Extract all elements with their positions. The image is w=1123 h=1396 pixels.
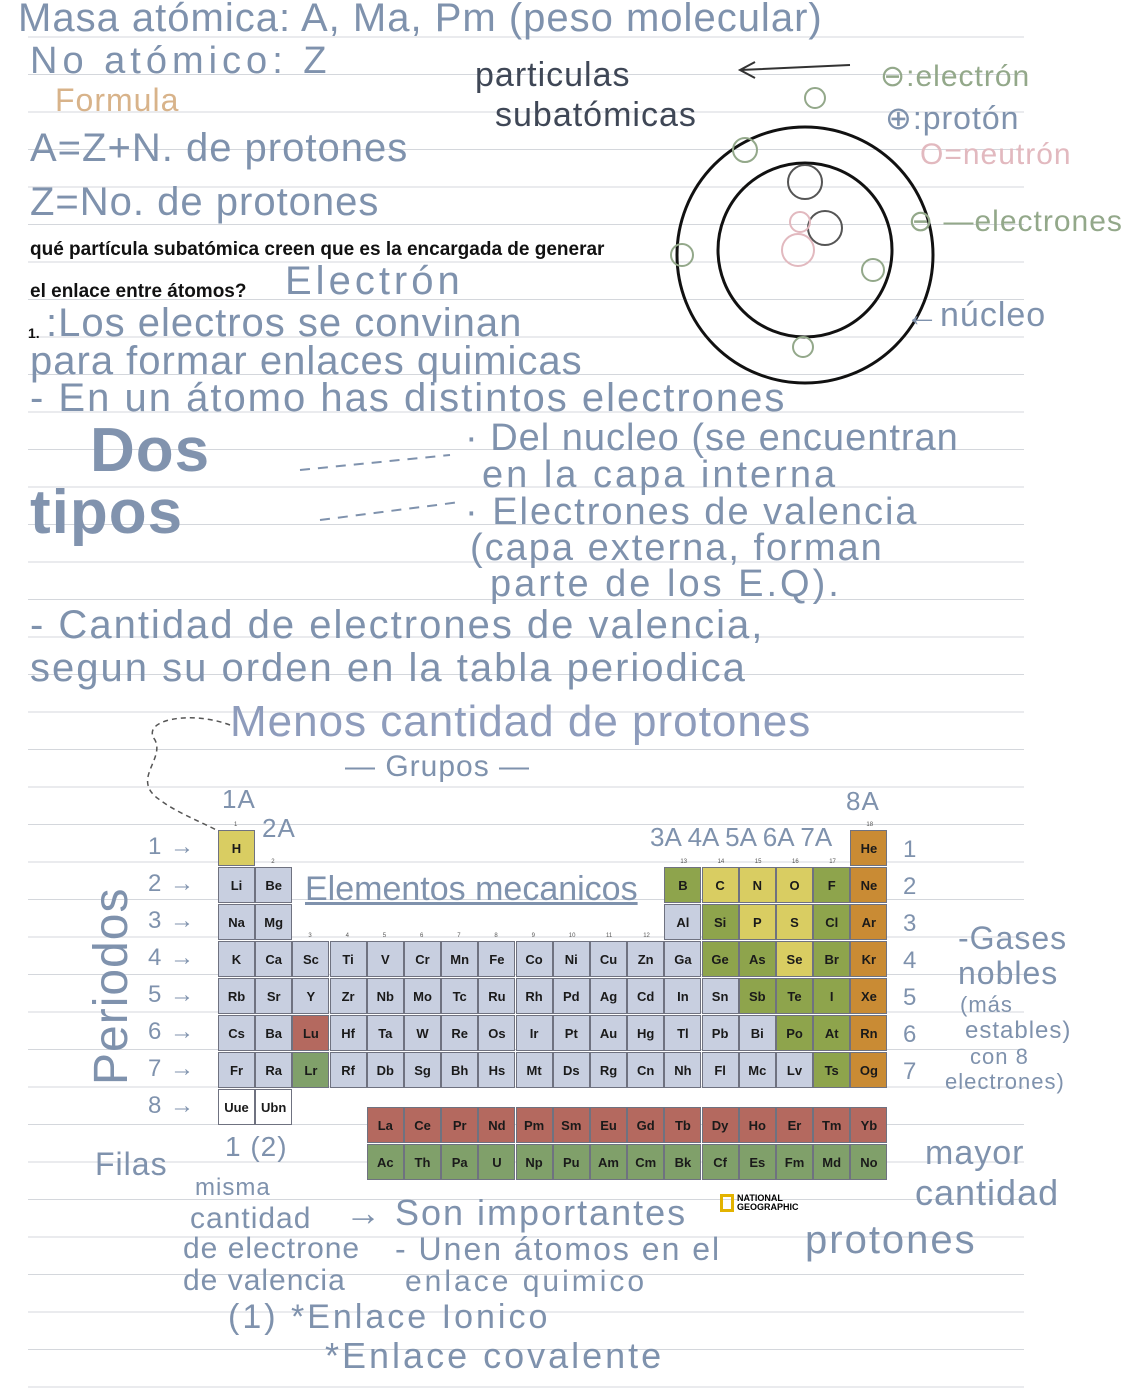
period-number: 7	[903, 1058, 918, 1085]
group-number: 9	[531, 933, 535, 939]
element-hf: Hf	[330, 1015, 367, 1051]
element-ce: Ce	[404, 1107, 441, 1143]
element-nh: Nh	[664, 1052, 701, 1088]
dashed-arrows	[280, 440, 470, 530]
element-v: V	[367, 941, 404, 977]
period-number: 1	[903, 836, 918, 863]
element-se: Se	[776, 941, 813, 977]
element-no: No	[850, 1144, 887, 1180]
question-line-2: el enlace entre átomos?	[30, 281, 247, 302]
element-u: U	[478, 1144, 515, 1180]
element-ne: Ne	[850, 867, 887, 903]
element-na: Na	[218, 904, 255, 940]
note-bond: enlace quimico	[405, 1265, 648, 1298]
element-cu: Cu	[590, 941, 627, 977]
element-fm: Fm	[776, 1144, 813, 1180]
note-equation-1: A=Z+N. de protones	[30, 126, 409, 170]
note-tipos: tipos	[30, 478, 184, 547]
note-equation-2: Z=No. de protones	[30, 180, 380, 224]
note-gases-2: nobles	[958, 955, 1059, 991]
element-zr: Zr	[330, 978, 367, 1014]
element-he: He	[850, 830, 887, 866]
element-eu: Eu	[590, 1107, 627, 1143]
element-ta: Ta	[367, 1015, 404, 1051]
note-important: → Son importantes	[345, 1192, 688, 1233]
element-f: F	[813, 867, 850, 903]
element-rf: Rf	[330, 1052, 367, 1088]
element-zn: Zn	[627, 941, 664, 977]
period-number: 2	[903, 873, 918, 900]
element-k: K	[218, 941, 255, 977]
element-al: Al	[664, 904, 701, 940]
group-number: 5	[382, 933, 387, 939]
element-s: S	[776, 904, 813, 940]
element-am: Am	[590, 1144, 627, 1180]
note-answer-3: - En un átomo has distintos electrones	[30, 376, 787, 420]
element-sg: Sg	[404, 1052, 441, 1088]
label-8a: 8A	[846, 786, 880, 816]
element-as: As	[739, 941, 776, 977]
element-sb: Sb	[739, 978, 776, 1014]
dashed-arrow	[130, 700, 240, 840]
element-nb: Nb	[367, 978, 404, 1014]
element-bi: Bi	[739, 1015, 776, 1051]
element-la: La	[367, 1107, 404, 1143]
element-ar: Ar	[850, 904, 887, 940]
note-rows: Filas	[95, 1146, 168, 1182]
group-number: 13	[680, 859, 688, 865]
period-label: 2 →	[148, 870, 196, 897]
element-uue: Uue	[218, 1089, 255, 1125]
note-gases-4: estables)	[965, 1017, 1072, 1044]
element-sn: Sn	[702, 978, 739, 1014]
element-mt: Mt	[516, 1052, 553, 1088]
element-mo: Mo	[404, 978, 441, 1014]
group-number: 4	[345, 933, 349, 939]
element-i: I	[813, 978, 850, 1014]
element-kr: Kr	[850, 941, 887, 977]
note-same-4: de valencia	[183, 1264, 346, 1297]
period-number: 3	[903, 910, 918, 937]
element-sm: Sm	[553, 1107, 590, 1143]
element-er: Er	[776, 1107, 813, 1143]
period-number: 4	[903, 947, 918, 974]
note-type-2c: parte de los E.Q).	[490, 563, 842, 605]
note-gases-3: (más	[960, 992, 1013, 1017]
element-pt: Pt	[553, 1015, 590, 1051]
electron-icon	[671, 244, 693, 266]
period-label: 1 →	[148, 833, 196, 860]
note-groups: — Grupos —	[345, 750, 531, 783]
element-tl: Tl	[664, 1015, 701, 1051]
element-bh: Bh	[441, 1052, 478, 1088]
element-at: At	[813, 1015, 850, 1051]
element-mc: Mc	[739, 1052, 776, 1088]
element-fe: Fe	[478, 941, 515, 977]
element-rb: Rb	[218, 978, 255, 1014]
note-subatomic-1: particulas	[475, 56, 631, 94]
note-same-2: cantidad	[190, 1202, 312, 1235]
note-type-2b: (capa externa, forman	[470, 527, 884, 569]
element-br: Br	[813, 941, 850, 977]
element-ba: Ba	[255, 1015, 292, 1051]
note-covalent: *Enlace covalente	[325, 1335, 665, 1376]
element-h: H	[218, 830, 255, 866]
element-tm: Tm	[813, 1107, 850, 1143]
group-number: 6	[420, 933, 424, 939]
element-ra: Ra	[255, 1052, 292, 1088]
element-cs: Cs	[218, 1015, 255, 1051]
element-rh: Rh	[516, 978, 553, 1014]
element-ru: Ru	[478, 978, 515, 1014]
note-more-3: protones	[805, 1218, 977, 1262]
group-number: 11	[606, 933, 613, 939]
element-ubn: Ubn	[255, 1089, 292, 1125]
element-cd: Cd	[627, 978, 664, 1014]
element-hs: Hs	[478, 1052, 515, 1088]
note-one-two: 1 (2)	[225, 1131, 288, 1162]
element-p: P	[739, 904, 776, 940]
element-db: Db	[367, 1052, 404, 1088]
group-number: 3	[308, 933, 312, 939]
element-ca: Ca	[255, 941, 292, 977]
neutron-icon	[790, 212, 810, 232]
group-number: 14	[717, 859, 725, 865]
element-pb: Pb	[702, 1015, 739, 1051]
note-subatomic-2: subatómicas	[495, 96, 697, 134]
element-lr: Lr	[292, 1052, 329, 1088]
element-tb: Tb	[664, 1107, 701, 1143]
element-ga: Ga	[664, 941, 701, 977]
note-elements: Elementos mecanicos	[305, 870, 638, 908]
period-label: 7 →	[148, 1055, 196, 1082]
element-fl: Fl	[702, 1052, 739, 1088]
element-ac: Ac	[367, 1144, 404, 1180]
element-gd: Gd	[627, 1107, 664, 1143]
note-join: - Unen átomos en el	[395, 1231, 722, 1267]
note-gases-6: electrones)	[945, 1069, 1065, 1094]
note-same-1: misma	[195, 1174, 271, 1201]
national-geographic-logo: NATIONAL GEOGRAPHIC	[720, 1194, 799, 1212]
note-atomic-mass: Masa atómica: A, Ma, Pm (peso molecular)	[18, 0, 823, 40]
element-ge: Ge	[702, 941, 739, 977]
element-cl: Cl	[813, 904, 850, 940]
legend-electron: ⊖:electrón	[880, 60, 1031, 93]
note-type-1a: · Del nucleo (se encuentran	[465, 417, 959, 459]
label-2a: 2A	[262, 813, 296, 843]
element-pu: Pu	[553, 1144, 590, 1180]
group-number: 15	[754, 859, 762, 865]
note-answer-2: para formar enlaces quimicas	[30, 339, 583, 383]
group-number: 1	[234, 822, 238, 828]
element-cm: Cm	[627, 1144, 664, 1180]
element-ti: Ti	[330, 941, 367, 977]
item-number: 1.	[28, 325, 40, 341]
element-rg: Rg	[590, 1052, 627, 1088]
element-tc: Tc	[441, 978, 478, 1014]
note-less-protons: Menos cantidad de protones	[230, 697, 812, 746]
electron-icon	[862, 259, 884, 281]
element-li: Li	[218, 867, 255, 903]
arrow-icon	[740, 62, 850, 78]
element-pa: Pa	[441, 1144, 478, 1180]
element-mn: Mn	[441, 941, 478, 977]
element-cr: Cr	[404, 941, 441, 977]
note-same-3: de electrone	[183, 1232, 361, 1265]
element-yb: Yb	[850, 1107, 887, 1143]
group-number: 10	[568, 933, 576, 939]
group-number: 16	[792, 859, 799, 865]
label-1a: 1A	[222, 784, 256, 814]
element-rn: Rn	[850, 1015, 887, 1051]
element-au: Au	[590, 1015, 627, 1051]
element-co: Co	[516, 941, 553, 977]
element-cf: Cf	[702, 1144, 739, 1180]
legend-nucleus: ←núcleo	[905, 296, 1047, 334]
element-re: Re	[441, 1015, 478, 1051]
period-number: 6	[903, 1021, 918, 1048]
note-atomic-number: No atómico: Z	[30, 40, 332, 82]
element-og: Og	[850, 1052, 887, 1088]
element-np: Np	[516, 1144, 553, 1180]
period-label: 8 →	[148, 1092, 196, 1119]
element-c: C	[702, 867, 739, 903]
element-ts: Ts	[813, 1052, 850, 1088]
note-gases-1: -Gases	[958, 920, 1068, 956]
element-sr: Sr	[255, 978, 292, 1014]
group-number: 7	[457, 933, 461, 939]
note-formula: Formula	[55, 82, 180, 118]
element-sc: Sc	[292, 941, 329, 977]
element-ni: Ni	[553, 941, 590, 977]
element-n: N	[739, 867, 776, 903]
note-quantity-2: segun su orden en la tabla periodica	[30, 646, 747, 690]
element-lv: Lv	[776, 1052, 813, 1088]
group-number: 18	[866, 822, 874, 828]
element-te: Te	[776, 978, 813, 1014]
note-periods: Periodos	[85, 887, 138, 1085]
group-number: 17	[829, 859, 836, 865]
note-ionic: (1) *Enlace Ionico	[228, 1298, 551, 1336]
period-label: 5 →	[148, 981, 196, 1008]
period-label: 6 →	[148, 1018, 196, 1045]
element-ir: Ir	[516, 1015, 553, 1051]
legend-proton: ⊕:protón	[885, 100, 1020, 136]
note-type-1b: en la capa interna	[482, 454, 839, 496]
element-pm: Pm	[516, 1107, 553, 1143]
proton-icon	[808, 211, 842, 245]
label-3a-7a: 3A 4A 5A 6A 7A	[650, 822, 833, 852]
note-more-1: mayor	[925, 1134, 1025, 1172]
element-o: O	[776, 867, 813, 903]
element-md: Md	[813, 1144, 850, 1180]
note-more-2: cantidad	[915, 1172, 1060, 1213]
element-pd: Pd	[553, 978, 590, 1014]
group-number: 8	[494, 933, 498, 939]
element-w: W	[404, 1015, 441, 1051]
question-line-1: qué partícula subatómica creen que es la encargada de generar	[30, 239, 605, 260]
element-cn: Cn	[627, 1052, 664, 1088]
element-mg: Mg	[255, 904, 292, 940]
element-fr: Fr	[218, 1052, 255, 1088]
element-th: Th	[404, 1144, 441, 1180]
period-label: 3 →	[148, 907, 196, 934]
element-ho: Ho	[739, 1107, 776, 1143]
element-y: Y	[292, 978, 329, 1014]
element-ag: Ag	[590, 978, 627, 1014]
element-ds: Ds	[553, 1052, 590, 1088]
element-lu: Lu	[292, 1015, 329, 1051]
period-label: 4 →	[148, 944, 196, 971]
group-number: 2	[271, 859, 275, 865]
element-dy: Dy	[702, 1107, 739, 1143]
element-bk: Bk	[664, 1144, 701, 1180]
proton-icon	[788, 165, 822, 199]
electron-icon	[805, 88, 825, 108]
element-po: Po	[776, 1015, 813, 1051]
group-number: 12	[643, 933, 650, 939]
legend-neutron: O=neutrón	[920, 138, 1072, 171]
element-in: In	[664, 978, 701, 1014]
note-quantity-1: - Cantidad de electrones de valencia,	[30, 603, 765, 647]
note-type-2a: · Electrones de valencia	[465, 491, 919, 533]
element-be: Be	[255, 867, 292, 903]
element-si: Si	[702, 904, 739, 940]
element-xe: Xe	[850, 978, 887, 1014]
element-es: Es	[739, 1144, 776, 1180]
legend-electrons: ⊖ —electrones	[908, 205, 1123, 238]
element-pr: Pr	[441, 1107, 478, 1143]
note-gases-5: con 8	[970, 1044, 1029, 1069]
answer: Electrón	[285, 259, 464, 303]
element-os: Os	[478, 1015, 515, 1051]
note-answer-1: :Los electros se convinan	[46, 301, 523, 345]
period-number: 5	[903, 984, 918, 1011]
inner-shell	[718, 163, 892, 337]
element-b: B	[664, 867, 701, 903]
neutron-icon	[782, 234, 814, 266]
element-hg: Hg	[627, 1015, 664, 1051]
note-dos: Dos	[90, 416, 211, 485]
electron-icon	[793, 337, 813, 357]
element-nd: Nd	[478, 1107, 515, 1143]
